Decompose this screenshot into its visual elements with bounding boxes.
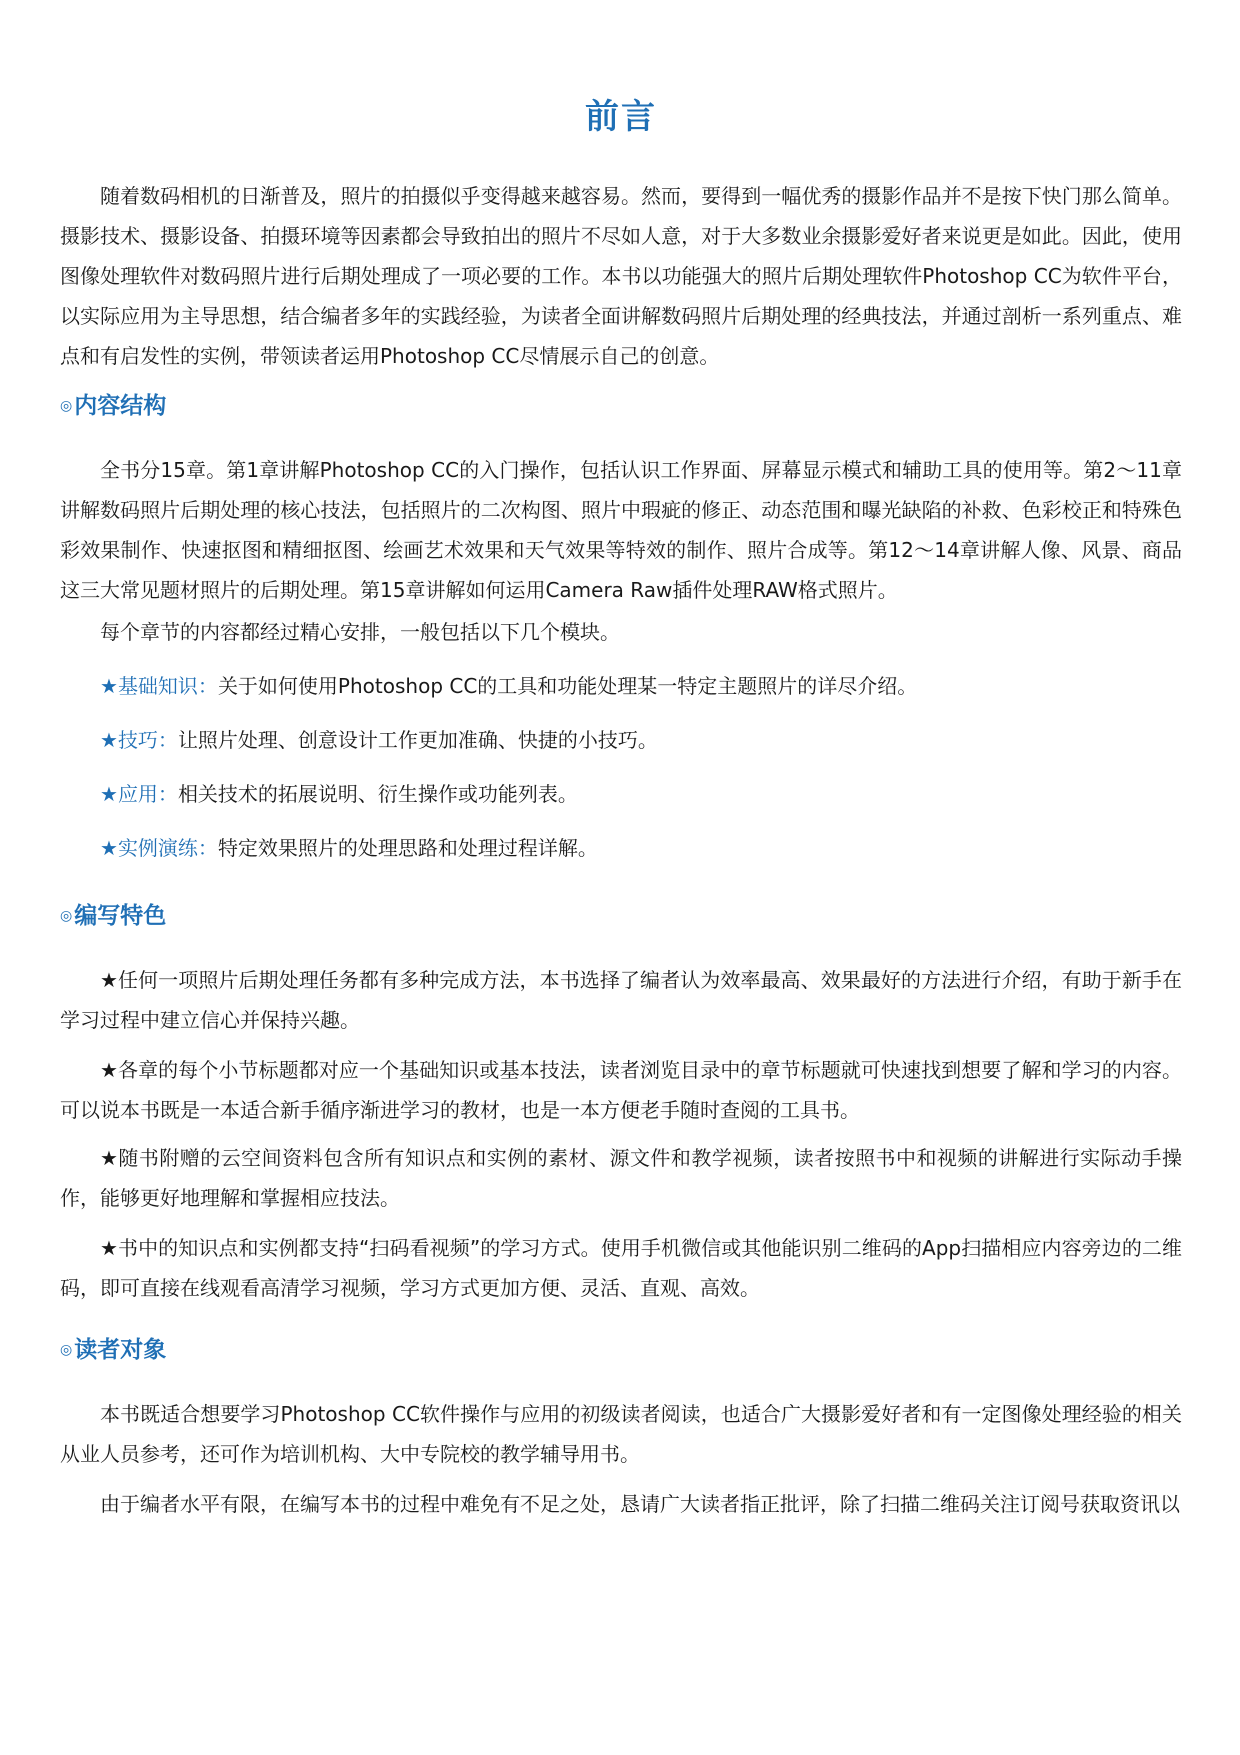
star-icon: ★ bbox=[100, 1058, 119, 1082]
module-label: ★应用： bbox=[100, 782, 178, 806]
module-item bbox=[60, 774, 1182, 814]
intro-paragraph: 随着数码相机的日渐普及，照片的拍摄似乎变得越来越容易。然而，要得到一幅优秀的摄影作品并不是按下快门那么简单。摄影技术、摄影设备、拍摄环境等因素都会导致拍出的照片不尽如人意，对于大多数业余摄影爱好者来说更是如此。因此，使用图像处理软件对数码照片进行后期处理成了一项必要的工作。本书以功能强大的照片后期处理软件Photoshop CC为软件平台，以实际应用为主导思想，结合编者多年的实践经验，为读者全面讲解数码照片后期处理的经典技法，并通过剖析一系列重点、难点和有启发性的实例，带领读者运用Photoshop CC尽情展示自己的创意。 bbox=[60, 184, 1182, 368]
module-label: ★实例演练： bbox=[100, 836, 218, 860]
section-heading-readers bbox=[60, 1330, 166, 1370]
page-title: 前言 bbox=[585, 96, 657, 137]
section-bullet-icon: ◎ bbox=[60, 398, 73, 414]
section-heading-features bbox=[60, 896, 166, 936]
module-item bbox=[60, 720, 1182, 760]
star-icon: ★ bbox=[100, 728, 118, 752]
section-bullet-icon: ◎ bbox=[60, 1342, 73, 1358]
star-icon: ★ bbox=[100, 1146, 119, 1170]
structure-paragraph: 全书分15章。第1章讲解Photoshop CC的入门操作，包括认识工作界面、屏幕显示模式和辅助工具的使用等。第2～11章讲解数码照片后期处理的核心技法，包括照片的二次构图、照片中瑕疵的修正、动态范围和曝光缺陷的补救、色彩校正和特殊色彩效果制作、快速抠图和精细抠图、绘画艺术效果和天气效果等特效的制作、照片合成等。第12～14章讲解人像、风景、商品这三大常见题材照片的后期处理。第15章讲解如何运用Camera Raw插件处理RAW格式照片。 bbox=[60, 458, 1182, 602]
feature-item: ★书中的知识点和实例都支持“扫码看视频”的学习方式。使用手机微信或其他能识别二维码的App扫描相应内容旁边的二维码，即可直接在线观看高清学习视频，学习方式更加方便、灵活、直观、高效。 bbox=[60, 1236, 1182, 1300]
section-heading-text: 读者对象 bbox=[74, 1337, 167, 1363]
module-label: ★技巧： bbox=[100, 728, 178, 752]
section-heading-text: 内容结构 bbox=[74, 393, 167, 419]
star-icon: ★ bbox=[100, 968, 119, 992]
module-item bbox=[60, 666, 1182, 706]
section-bullet-icon: ◎ bbox=[60, 908, 73, 924]
module-item bbox=[60, 828, 1182, 868]
star-icon: ★ bbox=[100, 782, 118, 806]
section-heading-text: 编写特色 bbox=[74, 903, 167, 929]
star-icon: ★ bbox=[100, 1236, 119, 1260]
module-text: 相关技术的拓展说明、衍生操作或功能列表。 bbox=[177, 782, 578, 806]
closing-paragraph: 由于编者水平有限，在编写本书的过程中难免有不足之处，恳请广大读者指正批评，除了扫描二维码关注订阅号获取资讯以 bbox=[100, 1492, 1180, 1516]
structure-modules-intro: 每个章节的内容都经过精心安排，一般包括以下几个模块。 bbox=[100, 620, 620, 644]
readers-paragraph: 本书既适合想要学习Photoshop CC软件操作与应用的初级读者阅读，也适合广大摄影爱好者和有一定图像处理经验的相关从业人员参考，还可作为培训机构、大中专院校的教学辅导用书。 bbox=[60, 1402, 1182, 1466]
section-heading-structure bbox=[60, 386, 166, 426]
star-icon: ★ bbox=[100, 674, 118, 698]
feature-item: ★任何一项照片后期处理任务都有多种完成方法，本书选择了编者认为效率最高、效果最好的方法进行介绍，有助于新手在学习过程中建立信心并保持兴趣。 bbox=[60, 968, 1183, 1032]
feature-item: ★各章的每个小节标题都对应一个基础知识或基本技法，读者浏览目录中的章节标题就可快速找到想要了解和学习的内容。可以说本书既是一本适合新手循序渐进学习的教材，也是一本方便老手随时查阅的工具书。 bbox=[60, 1058, 1183, 1122]
module-text: 关于如何使用Photoshop CC的工具和功能处理某一特定主题照片的详尽介绍。 bbox=[217, 674, 918, 698]
module-label: ★基础知识： bbox=[100, 674, 218, 698]
star-icon: ★ bbox=[100, 836, 118, 860]
module-text: 让照片处理、创意设计工作更加准确、快捷的小技巧。 bbox=[177, 728, 658, 752]
feature-item: ★随书附赠的云空间资料包含所有知识点和实例的素材、源文件和教学视频，读者按照书中和视频的讲解进行实际动手操作，能够更好地理解和掌握相应技法。 bbox=[60, 1146, 1183, 1210]
module-text: 特定效果照片的处理思路和处理过程详解。 bbox=[217, 836, 598, 860]
